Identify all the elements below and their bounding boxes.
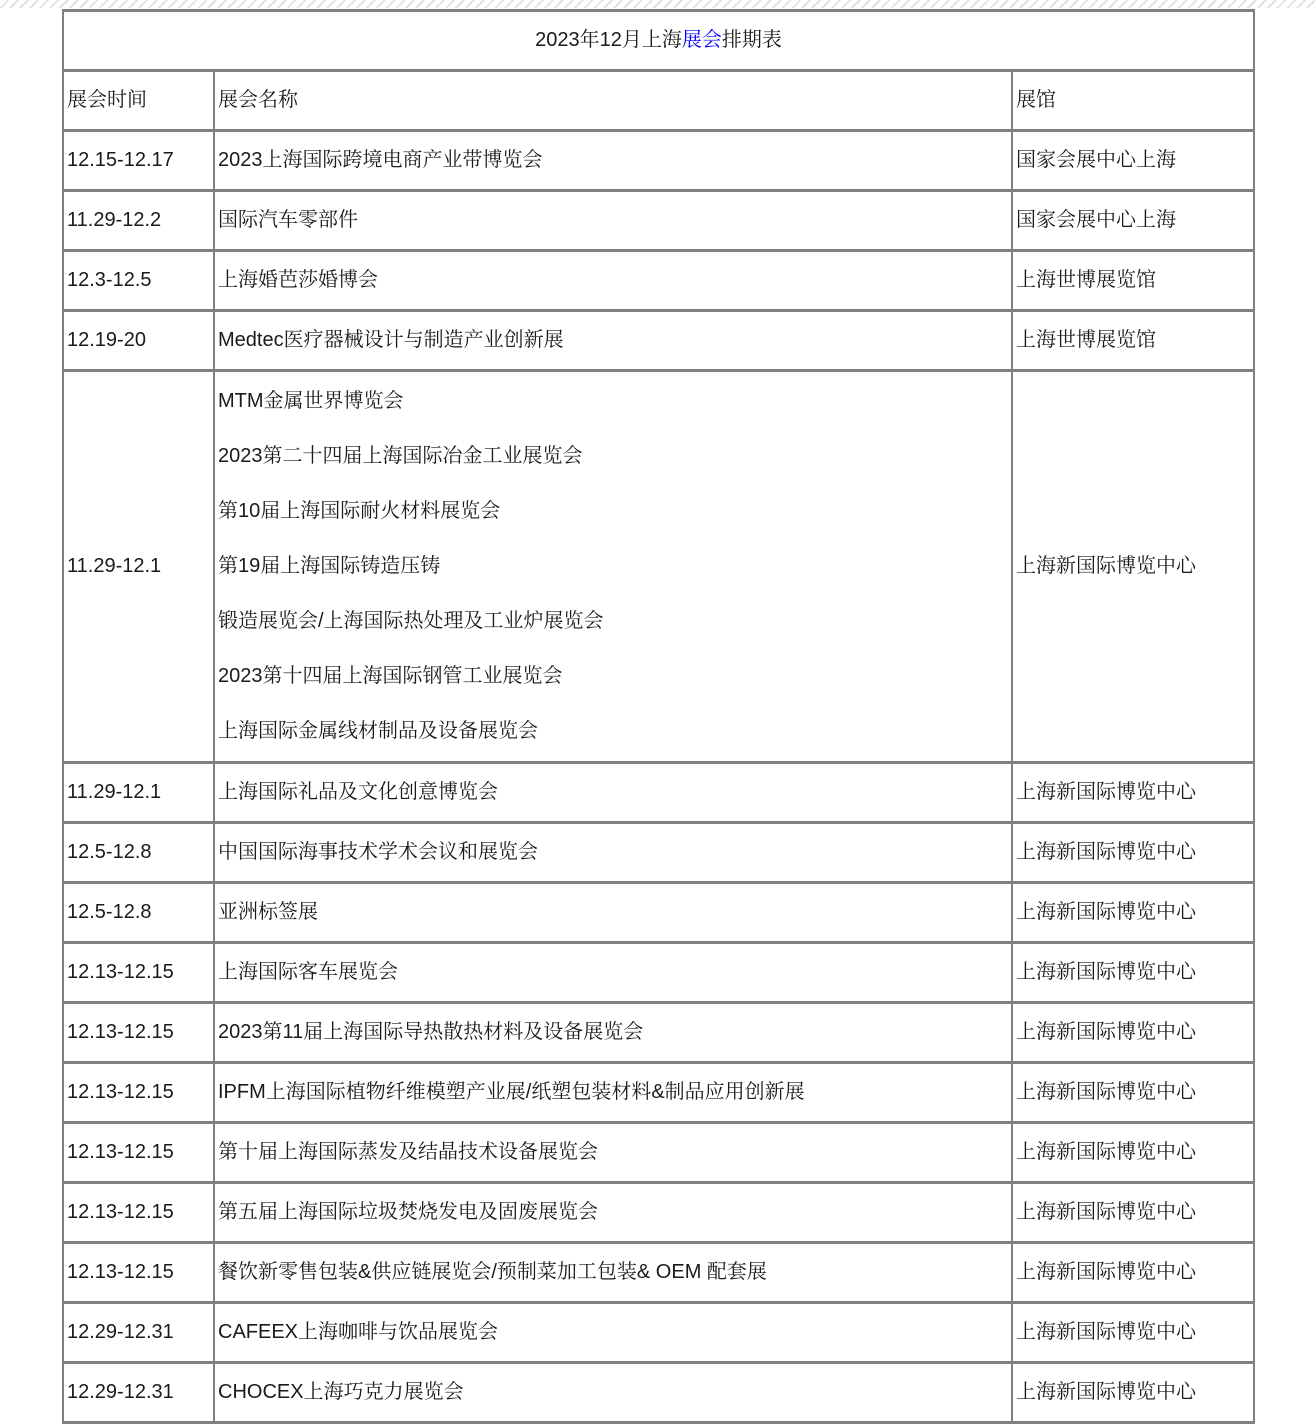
top-decorative-stripe [0,0,1315,8]
table-row [63,1243,1254,1303]
table-row [63,763,1254,823]
exhibition-name: 上海国际礼品及文化创意博览会 [218,781,498,803]
time-cell: 12.13-12.15 [63,1003,214,1063]
venue-cell: 上海新国际博览中心 [1012,1303,1254,1363]
exhibition-name: 亚洲标签展 [218,901,318,923]
exhibition-name: Medtec医疗器械设计与制造产业创新展 [218,329,564,351]
title-link[interactable]: 展会 [681,29,722,51]
table-row [63,131,1254,191]
table-title-row [63,11,1254,71]
time-cell: 12.13-12.15 [63,1063,214,1123]
exhibition-name: 上海婚芭莎婚博会 [218,269,378,291]
exhibition-name: CHOCEX上海巧克力展览会 [218,1381,464,1403]
venue-cell: 上海新国际博览中心 [1012,1243,1254,1303]
table-title-prefix: 2023年12月上海 [535,29,682,51]
exhibition-name: 第五届上海国际垃圾焚烧发电及固废展览会 [218,1201,598,1223]
table-row [63,371,1254,763]
table-row [63,1003,1254,1063]
exhibition-name: 餐饮新零售包装&供应链展览会/预制菜加工包装& OEM 配套展 [218,1261,767,1283]
table-title-suffix: 排期表 [721,29,782,51]
venue-cell: 上海新国际博览中心 [1012,1363,1254,1423]
time-cell: 12.13-12.15 [63,943,214,1003]
exhibition-name: IPFM上海国际植物纤维模塑产业展/纸塑包装材料&制品应用创新展 [218,1081,805,1103]
time-cell: 12.13-12.15 [63,1243,214,1303]
name-cell [214,371,1012,763]
exhibition-name: 第十届上海国际蒸发及结晶技术设备展览会 [218,1141,598,1163]
table-row [63,1123,1254,1183]
venue-cell: 上海新国际博览中心 [1012,823,1254,883]
exhibition-name: 国际汽车零部件 [218,209,358,231]
name-cell [214,311,1012,371]
exhibition-name: CAFEEX上海咖啡与饮品展览会 [218,1321,499,1343]
table-body [63,131,1254,1423]
name-cell [214,1123,1012,1183]
time-cell: 12.5-12.8 [63,883,214,943]
exhibition-name: 锻造展览会/上海国际热处理及工业炉展览会 [218,610,604,632]
venue-cell: 上海世博展览馆 [1012,251,1254,311]
venue-cell: 上海新国际博览中心 [1012,371,1254,763]
exhibition-name: 中国国际海事技术学术会议和展览会 [218,841,538,863]
table-row [63,1303,1254,1363]
venue-cell: 上海新国际博览中心 [1012,883,1254,943]
name-cell [214,823,1012,883]
name-cell [214,763,1012,823]
time-cell: 11.29-12.2 [63,191,214,251]
table-row [63,1183,1254,1243]
time-cell: 12.29-12.31 [63,1303,214,1363]
name-cell [214,131,1012,191]
venue-cell: 上海新国际博览中心 [1012,763,1254,823]
venue-cell: 上海新国际博览中心 [1012,1183,1254,1243]
table-row [63,311,1254,371]
name-cell [214,251,1012,311]
name-cell [214,943,1012,1003]
name-cell [214,1063,1012,1123]
name-cell [214,1183,1012,1243]
time-cell: 11.29-12.1 [63,763,214,823]
venue-cell: 上海世博展览馆 [1012,311,1254,371]
table-row [63,1363,1254,1423]
exhibition-schedule-table [62,9,1255,1424]
table-header-row [63,71,1254,131]
table-row [63,251,1254,311]
exhibition-name: 2023第二十四届上海国际冶金工业展览会 [218,445,583,467]
exhibition-name: 第10届上海国际耐火材料展览会 [218,500,501,522]
exhibition-name: 2023第十四届上海国际钢管工业展览会 [218,665,563,687]
name-cell [214,1303,1012,1363]
time-cell: 12.29-12.31 [63,1363,214,1423]
exhibition-name: 上海国际金属线材制品及设备展览会 [218,720,538,742]
name-cell [214,1363,1012,1423]
header-venue: 展馆 [1012,71,1254,131]
exhibition-name: MTM金属世界博览会 [218,390,404,412]
time-cell: 12.15-12.17 [63,131,214,191]
exhibition-name: 2023第11届上海国际导热散热材料及设备展览会 [218,1021,644,1043]
time-cell: 12.13-12.15 [63,1183,214,1243]
name-cell [214,191,1012,251]
venue-cell: 上海新国际博览中心 [1012,1003,1254,1063]
time-cell: 12.5-12.8 [63,823,214,883]
name-cell [214,883,1012,943]
header-name: 展会名称 [214,71,1012,131]
venue-cell: 上海新国际博览中心 [1012,1063,1254,1123]
time-cell: 12.19-20 [63,311,214,371]
table-row [63,883,1254,943]
exhibition-name: 上海国际客车展览会 [218,961,398,983]
name-cell [214,1003,1012,1063]
time-cell: 12.13-12.15 [63,1123,214,1183]
table-row [63,943,1254,1003]
time-cell: 11.29-12.1 [63,371,214,763]
venue-cell: 上海新国际博览中心 [1012,943,1254,1003]
name-cell [214,1243,1012,1303]
time-cell: 12.3-12.5 [63,251,214,311]
table-row [63,191,1254,251]
header-time: 展会时间 [63,71,214,131]
venue-cell: 国家会展中心上海 [1012,131,1254,191]
table-row [63,823,1254,883]
venue-cell: 国家会展中心上海 [1012,191,1254,251]
exhibition-name: 第19届上海国际铸造压铸 [218,555,441,577]
exhibition-name: 2023上海国际跨境电商产业带博览会 [218,149,543,171]
venue-cell: 上海新国际博览中心 [1012,1123,1254,1183]
table-row [63,1063,1254,1123]
table-title [63,11,1254,71]
